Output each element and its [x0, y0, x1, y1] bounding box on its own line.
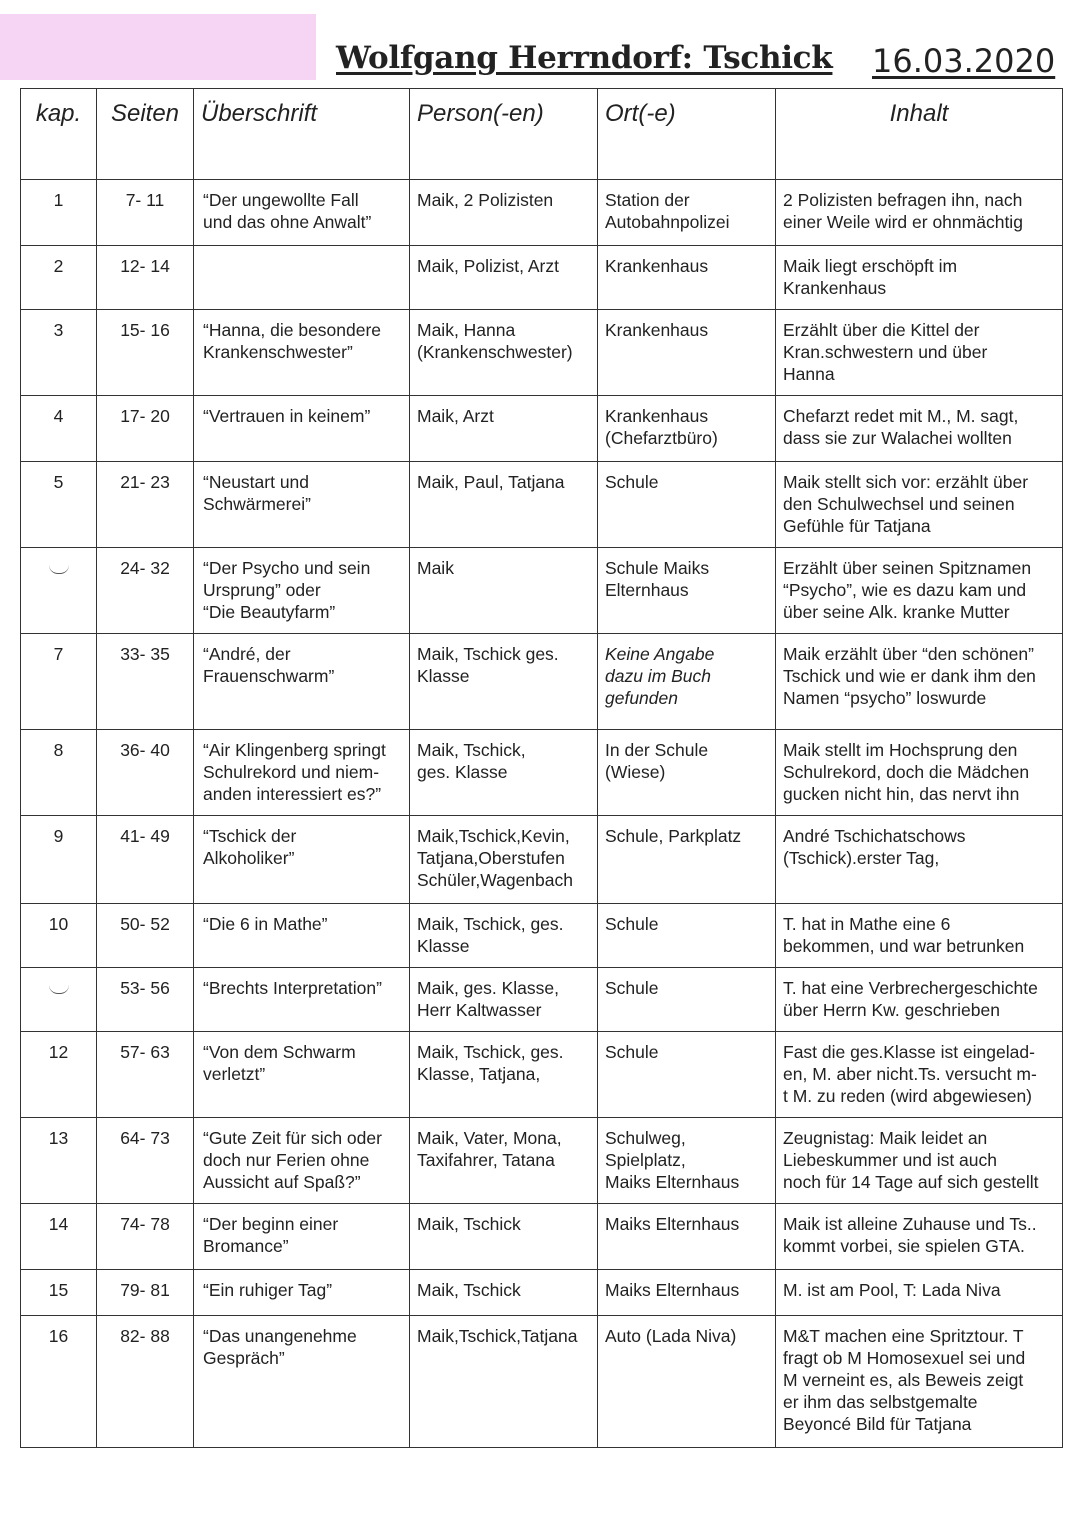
cell-ueberschrift: “Gute Zeit für sich oder doch nur Ferien ohne Aussicht auf Spaß?” [194, 1118, 410, 1204]
cell-personen: Maik, Arzt [410, 396, 598, 462]
cell-ueberschrift: “Der ungewollte Fall und das ohne Anwalt” [194, 180, 410, 246]
cell-inhalt: André Tschichatschows (Tschick).erster Tag, [776, 816, 1063, 904]
cell-kap: 2 [21, 246, 97, 310]
cell-orte: Schule [598, 904, 776, 968]
cell-orte: Station der Autobahnpolizei [598, 180, 776, 246]
cell-orte: Keine Angabe dazu im Buch gefunden [598, 634, 776, 730]
table-row [21, 1316, 1063, 1448]
cell-kap: 1 [21, 180, 97, 246]
column-header-personen: Person(-en) [410, 89, 598, 180]
cell-seiten: 64- 73 [97, 1118, 194, 1204]
cell-seiten: 50- 52 [97, 904, 194, 968]
cell-kap: 14 [21, 1204, 97, 1270]
cell-seiten: 82- 88 [97, 1316, 194, 1448]
cell-ueberschrift: “Der Psycho und sein Ursprung” oder “Die Beautyfarm” [194, 548, 410, 634]
cell-ueberschrift [194, 246, 410, 310]
column-header-kap: kap. [21, 89, 97, 180]
cell-personen: Maik, 2 Polizisten [410, 180, 598, 246]
table-row [21, 968, 1063, 1032]
cell-seiten: 12- 14 [97, 246, 194, 310]
cell-personen: Maik, ges. Klasse, Herr Kaltwasser [410, 968, 598, 1032]
cell-orte: Schule Maiks Elternhaus [598, 548, 776, 634]
cell-orte: Schule [598, 462, 776, 548]
cell-ueberschrift: “Neustart und Schwärmerei” [194, 462, 410, 548]
cell-personen: Maik, Tschick, ges. Klasse, Tatjana, [410, 1032, 598, 1118]
table-row [21, 904, 1063, 968]
cell-kap: 13 [21, 1118, 97, 1204]
cell-kap: 5 [21, 462, 97, 548]
cell-inhalt: Erzählt über die Kittel der Kran.schwestern und über Hanna [776, 310, 1063, 396]
cell-ueberschrift: “Hanna, die besondere Krankenschwester” [194, 310, 410, 396]
cell-kap: 8 [21, 730, 97, 816]
cell-ueberschrift: “Das unangenehme Gespräch” [194, 1316, 410, 1448]
cell-personen: Maik, Paul, Tatjana [410, 462, 598, 548]
cell-orte: Maiks Elternhaus [598, 1270, 776, 1316]
cell-seiten: 15- 16 [97, 310, 194, 396]
cell-kap: 15 [21, 1270, 97, 1316]
cell-inhalt: Maik stellt im Hochsprung den Schulrekord, doch die Mädchen gucken nicht hin, das nervt ihn [776, 730, 1063, 816]
cell-seiten: 36- 40 [97, 730, 194, 816]
cell-ueberschrift: “Der beginn einer Bromance” [194, 1204, 410, 1270]
cell-seiten: 57- 63 [97, 1032, 194, 1118]
cell-kap: 9 [21, 816, 97, 904]
table-row [21, 1118, 1063, 1204]
cell-personen: Maik, Tschick [410, 1204, 598, 1270]
cell-inhalt: T. hat eine Verbrechergeschichte über Herrn Kw. geschrieben [776, 968, 1063, 1032]
cell-orte: Krankenhaus (Chefarztbüro) [598, 396, 776, 462]
table-row [21, 1204, 1063, 1270]
cell-kap: 7 [21, 634, 97, 730]
cell-seiten: 7- 11 [97, 180, 194, 246]
table-row [21, 548, 1063, 634]
cell-orte: Schule [598, 1032, 776, 1118]
cell-personen: Maik, Polizist, Arzt [410, 246, 598, 310]
cell-ueberschrift: “Air Klingenberg springt Schulrekord und niem- anden interessiert es?” [194, 730, 410, 816]
cell-orte: Schule [598, 968, 776, 1032]
column-header-ueberschrift: Überschrift [194, 89, 410, 180]
cell-personen: Maik, Tschick, ges. Klasse [410, 904, 598, 968]
pencil-mark [49, 565, 69, 574]
cell-orte: Krankenhaus [598, 310, 776, 396]
cell-seiten: 33- 35 [97, 634, 194, 730]
table-row [21, 1270, 1063, 1316]
table-row [21, 396, 1063, 462]
cell-seiten: 41- 49 [97, 816, 194, 904]
cell-personen: Maik, Vater, Mona, Taxifahrer, Tatana [410, 1118, 598, 1204]
table-row [21, 1032, 1063, 1118]
cell-seiten: 17- 20 [97, 396, 194, 462]
cell-personen: Maik, Hanna (Krankenschwester) [410, 310, 598, 396]
cell-kap: 3 [21, 310, 97, 396]
cell-ueberschrift: “Brechts Interpretation” [194, 968, 410, 1032]
table-row [21, 246, 1063, 310]
cell-seiten: 79- 81 [97, 1270, 194, 1316]
table-row [21, 730, 1063, 816]
cell-ueberschrift: “Vertrauen in keinem” [194, 396, 410, 462]
cell-ueberschrift: “André, der Frauenschwarm” [194, 634, 410, 730]
table-row [21, 180, 1063, 246]
cell-personen: Maik,Tschick,Tatjana [410, 1316, 598, 1448]
cell-inhalt: T. hat in Mathe eine 6 bekommen, und war betrunken [776, 904, 1063, 968]
cell-inhalt: Maik ist alleine Zuhause und Ts.. kommt vorbei, sie spielen GTA. [776, 1204, 1063, 1270]
cell-personen: Maik, Tschick ges. Klasse [410, 634, 598, 730]
cell-kap [21, 968, 97, 1032]
cell-seiten: 74- 78 [97, 1204, 194, 1270]
cell-orte: Maiks Elternhaus [598, 1204, 776, 1270]
cell-orte: Krankenhaus [598, 246, 776, 310]
cell-inhalt: Fast die ges.Klasse ist eingelad- en, M. aber nicht.Ts. versucht m- t M. zu reden (wird abgewiesen) [776, 1032, 1063, 1118]
table-header-row [21, 89, 1063, 180]
column-header-seiten: Seiten [97, 89, 194, 180]
cell-kap: 10 [21, 904, 97, 968]
cell-orte: Schulweg, Spielplatz, Maiks Elternhaus [598, 1118, 776, 1204]
cell-kap: 12 [21, 1032, 97, 1118]
cell-inhalt: Erzählt über seinen Spitznamen “Psycho”, wie es dazu kam und über seine Alk. kranke Mutter [776, 548, 1063, 634]
cell-kap: 4 [21, 396, 97, 462]
cell-ueberschrift: “Ein ruhiger Tag” [194, 1270, 410, 1316]
cell-kap [21, 548, 97, 634]
cell-seiten: 24- 32 [97, 548, 194, 634]
table-row [21, 462, 1063, 548]
table-row [21, 634, 1063, 730]
cell-personen: Maik, Tschick [410, 1270, 598, 1316]
cell-inhalt: Chefarzt redet mit M., M. sagt, dass sie zur Walachei wollten [776, 396, 1063, 462]
cell-personen: Maik [410, 548, 598, 634]
page-title: Wolfgang Herrndorf: Tschick [336, 40, 833, 76]
chapter-table [20, 88, 1063, 1448]
cell-seiten: 53- 56 [97, 968, 194, 1032]
table-row [21, 310, 1063, 396]
table-row [21, 816, 1063, 904]
cell-ueberschrift: “Von dem Schwarm verletzt” [194, 1032, 410, 1118]
pencil-mark [49, 985, 69, 994]
cell-personen: Maik, Tschick, ges. Klasse [410, 730, 598, 816]
cell-ueberschrift: “Tschick der Alkoholiker” [194, 816, 410, 904]
cell-orte: In der Schule (Wiese) [598, 730, 776, 816]
column-header-orte: Ort(-e) [598, 89, 776, 180]
cell-kap: 16 [21, 1316, 97, 1448]
highlighter-mark [0, 14, 316, 80]
cell-inhalt: 2 Polizisten befragen ihn, nach einer Weile wird er ohnmächtig [776, 180, 1063, 246]
cell-inhalt: Maik liegt erschöpft im Krankenhaus [776, 246, 1063, 310]
cell-inhalt: M. ist am Pool, T: Lada Niva [776, 1270, 1063, 1316]
document-date: 16.03.2020 [872, 42, 1056, 80]
cell-ueberschrift: “Die 6 in Mathe” [194, 904, 410, 968]
cell-seiten: 21- 23 [97, 462, 194, 548]
column-header-inhalt: Inhalt [776, 89, 1063, 180]
cell-inhalt: Maik erzählt über “den schönen” Tschick und wie er dank ihm den Namen “psycho” loswurde [776, 634, 1063, 730]
cell-inhalt: Maik stellt sich vor: erzählt über den Schulwechsel und seinen Gefühle für Tatjana [776, 462, 1063, 548]
cell-orte: Schule, Parkplatz [598, 816, 776, 904]
cell-inhalt: M&T machen eine Spritztour. T fragt ob M Homosexuel sei und M verneint es, als Beweis zeigt er ihm das selbstgemalte Beyoncé Bild für Tatjana [776, 1316, 1063, 1448]
cell-inhalt: Zeugnistag: Maik leidet an Liebeskummer und ist auch noch für 14 Tage auf sich gestellt [776, 1118, 1063, 1204]
cell-orte: Auto (Lada Niva) [598, 1316, 776, 1448]
cell-personen: Maik,Tschick,Kevin, Tatjana,Oberstufen Schüler,Wagenbach [410, 816, 598, 904]
